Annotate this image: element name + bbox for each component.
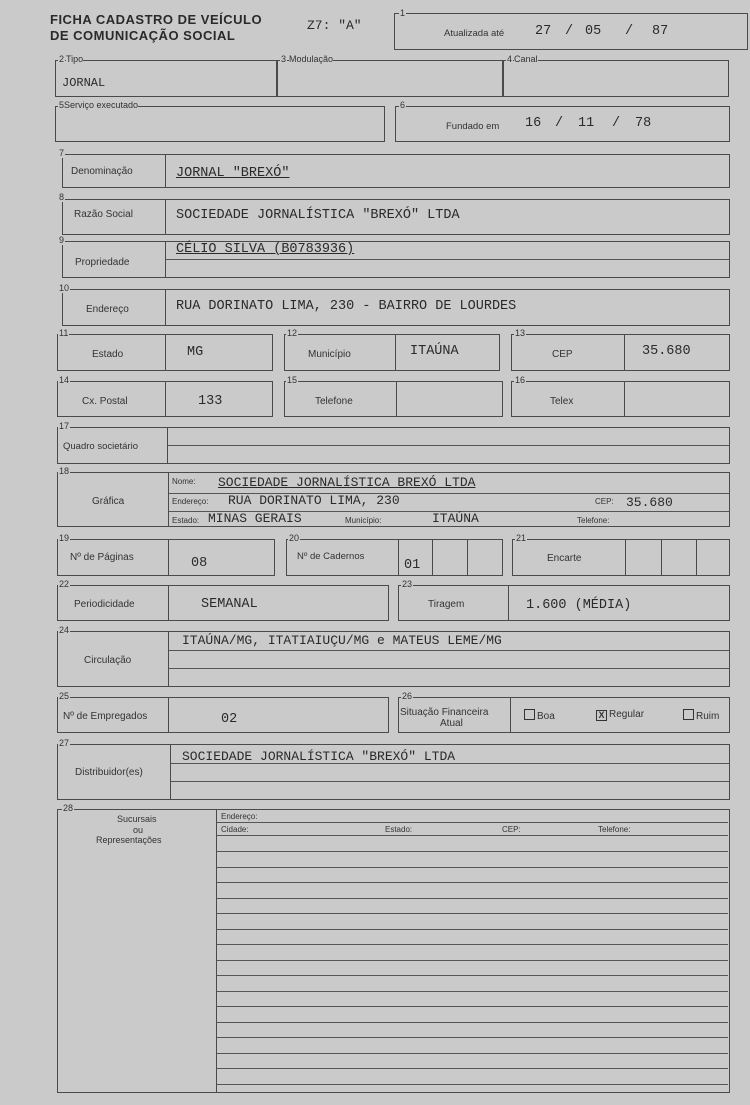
quadro-societario-label: Quadro societário xyxy=(63,441,138,452)
cx-postal-value[interactable]: 133 xyxy=(198,394,223,409)
endereco-label: Endereço xyxy=(86,304,129,315)
field-canal xyxy=(503,60,729,97)
circulacao-label: Circulação xyxy=(84,655,132,666)
checkbox-ruim[interactable] xyxy=(683,709,694,720)
ruled-line xyxy=(217,929,728,930)
ruled-line xyxy=(217,975,728,976)
modulacao-label: Modulação xyxy=(289,54,334,64)
grafica-municipio-label: Município: xyxy=(345,516,382,525)
ruled-line xyxy=(217,944,728,945)
checkbox-boa[interactable] xyxy=(524,709,535,720)
paginas-label: Nº de Páginas xyxy=(70,552,134,563)
cep-value[interactable]: 35.680 xyxy=(642,344,691,359)
cep-label: CEP xyxy=(552,349,573,360)
grafica-endereco[interactable]: RUA DORINATO LIMA, 230 xyxy=(228,493,400,508)
ruled-line xyxy=(217,1022,728,1023)
ruled-line xyxy=(217,1037,728,1038)
fundado-year[interactable]: 78 xyxy=(635,116,652,131)
ruled-line xyxy=(217,835,728,836)
grafica-nome[interactable]: SOCIEDADE JORNALÍSTICA BREXÓ LTDA xyxy=(218,475,476,490)
field-servico xyxy=(55,106,385,142)
situacao-label-2: Atual xyxy=(440,718,463,729)
tiragem-value[interactable]: 1.600 (MÉDIA) xyxy=(526,598,632,613)
distribuidores-label: Distribuidor(es) xyxy=(75,767,143,778)
atualizada-year[interactable]: 87 xyxy=(652,24,669,39)
empregados-label: Nº de Empregados xyxy=(63,711,148,722)
ruled-line xyxy=(217,960,728,961)
ruled-line xyxy=(217,1084,728,1085)
atualizada-day[interactable]: 27 xyxy=(535,24,552,39)
grafica-cep-label: CEP: xyxy=(595,497,614,506)
sucursais-estado-label: Estado: xyxy=(385,825,413,834)
ruled-line xyxy=(217,1053,728,1054)
situacao-label-1: Situação Financeira xyxy=(400,707,489,718)
municipio-label: Município xyxy=(308,349,351,360)
grafica-telefone-label: Telefone: xyxy=(577,516,610,525)
grafica-estado-label: Estado: xyxy=(172,516,200,525)
form-code: Z7: "A" xyxy=(307,18,362,33)
tipo-label: Tipo xyxy=(66,54,84,64)
distribuidores-value[interactable]: SOCIEDADE JORNALÍSTICA "BREXÓ" LTDA xyxy=(182,749,456,764)
ruled-line xyxy=(217,822,728,823)
cadernos-value[interactable]: 01 xyxy=(404,558,421,573)
municipio-value[interactable]: ITAÚNA xyxy=(410,344,459,359)
sucursais-label-1: Sucursais xyxy=(117,814,157,824)
fundado-label: Fundado em xyxy=(446,121,500,132)
form-title-line1: FICHA CADASTRO DE VEÍCULO xyxy=(50,12,263,27)
option-regular[interactable]: X Regular xyxy=(596,709,644,721)
grafica-cep[interactable]: 35.680 xyxy=(626,495,673,510)
sucursais-endereco-label: Endereço: xyxy=(221,812,258,821)
checkbox-regular[interactable]: X xyxy=(596,710,607,721)
telex-label: Telex xyxy=(550,396,574,407)
propriedade-value[interactable]: CÉLIO SILVA (B0783936) xyxy=(176,242,355,257)
grafica-endereco-label: Endereço: xyxy=(172,497,209,506)
propriedade-label: Propriedade xyxy=(75,257,130,268)
field-denominacao xyxy=(62,154,730,188)
field-telex xyxy=(511,381,730,417)
razao-social-label: Razão Social xyxy=(74,209,133,220)
grafica-municipio[interactable]: ITAÚNA xyxy=(432,511,479,526)
empregados-value[interactable]: 02 xyxy=(221,712,238,727)
estado-value[interactable]: MG xyxy=(187,345,204,360)
sucursais-label-3: Representações xyxy=(96,835,162,845)
tiragem-label: Tiragem xyxy=(428,599,465,610)
ruled-line xyxy=(217,913,728,914)
ruled-line xyxy=(217,1006,728,1007)
form-title-line2: DE COMUNICAÇÃO SOCIAL xyxy=(50,28,236,43)
field-encarte xyxy=(512,539,730,576)
canal-label: Canal xyxy=(514,54,538,64)
sucursais-label-2: ou xyxy=(133,825,144,835)
periodicidade-value[interactable]: SEMANAL xyxy=(201,597,258,612)
ruled-line xyxy=(217,991,728,992)
ruled-line xyxy=(217,851,728,852)
ruled-line xyxy=(217,867,728,868)
denominacao-label: Denominação xyxy=(71,166,133,177)
telefone-label: Telefone xyxy=(315,396,353,407)
circulacao-value[interactable]: ITAÚNA/MG, ITATIAIUÇU/MG e MATEUS LEME/MG xyxy=(182,633,502,648)
grafica-nome-label: Nome: xyxy=(172,477,196,486)
razao-social-value[interactable]: SOCIEDADE JORNALÍSTICA "BREXÓ" LTDA xyxy=(176,208,460,223)
sucursais-lines xyxy=(217,809,729,1093)
sucursais-telefone-label: Telefone: xyxy=(598,825,631,834)
fundado-day[interactable]: 16 xyxy=(525,116,542,131)
tipo-value[interactable]: JORNAL xyxy=(62,76,106,90)
field-modulacao xyxy=(277,60,503,97)
endereco-value[interactable]: RUA DORINATO LIMA, 230 - BAIRRO DE LOURDES xyxy=(176,299,517,314)
ruled-line xyxy=(217,898,728,899)
option-ruim[interactable]: Ruim xyxy=(683,709,719,722)
sucursais-cidade-label: Cidade: xyxy=(221,825,249,834)
atualizada-label: Atualizada até xyxy=(444,28,505,39)
servico-label: Serviço executado xyxy=(64,100,139,110)
ruled-line xyxy=(217,1068,728,1069)
option-boa[interactable]: Boa xyxy=(524,709,555,722)
fundado-month[interactable]: 11 xyxy=(578,116,595,131)
atualizada-month[interactable]: 05 xyxy=(585,24,602,39)
estado-label: Estado xyxy=(92,349,124,360)
cadernos-label: Nº de Cadernos xyxy=(297,551,365,562)
periodicidade-label: Periodicidade xyxy=(74,599,135,610)
grafica-label: Gráfica xyxy=(92,496,125,507)
field-cep xyxy=(511,334,730,371)
denominacao-value[interactable]: JORNAL "BREXÓ" xyxy=(176,166,290,181)
grafica-estado[interactable]: MINAS GERAIS xyxy=(208,511,302,526)
encarte-label: Encarte xyxy=(547,553,582,564)
paginas-value[interactable]: 08 xyxy=(191,556,208,571)
cx-postal-label: Cx. Postal xyxy=(82,396,128,407)
ruled-line xyxy=(217,882,728,883)
sucursais-cep-label: CEP: xyxy=(502,825,521,834)
